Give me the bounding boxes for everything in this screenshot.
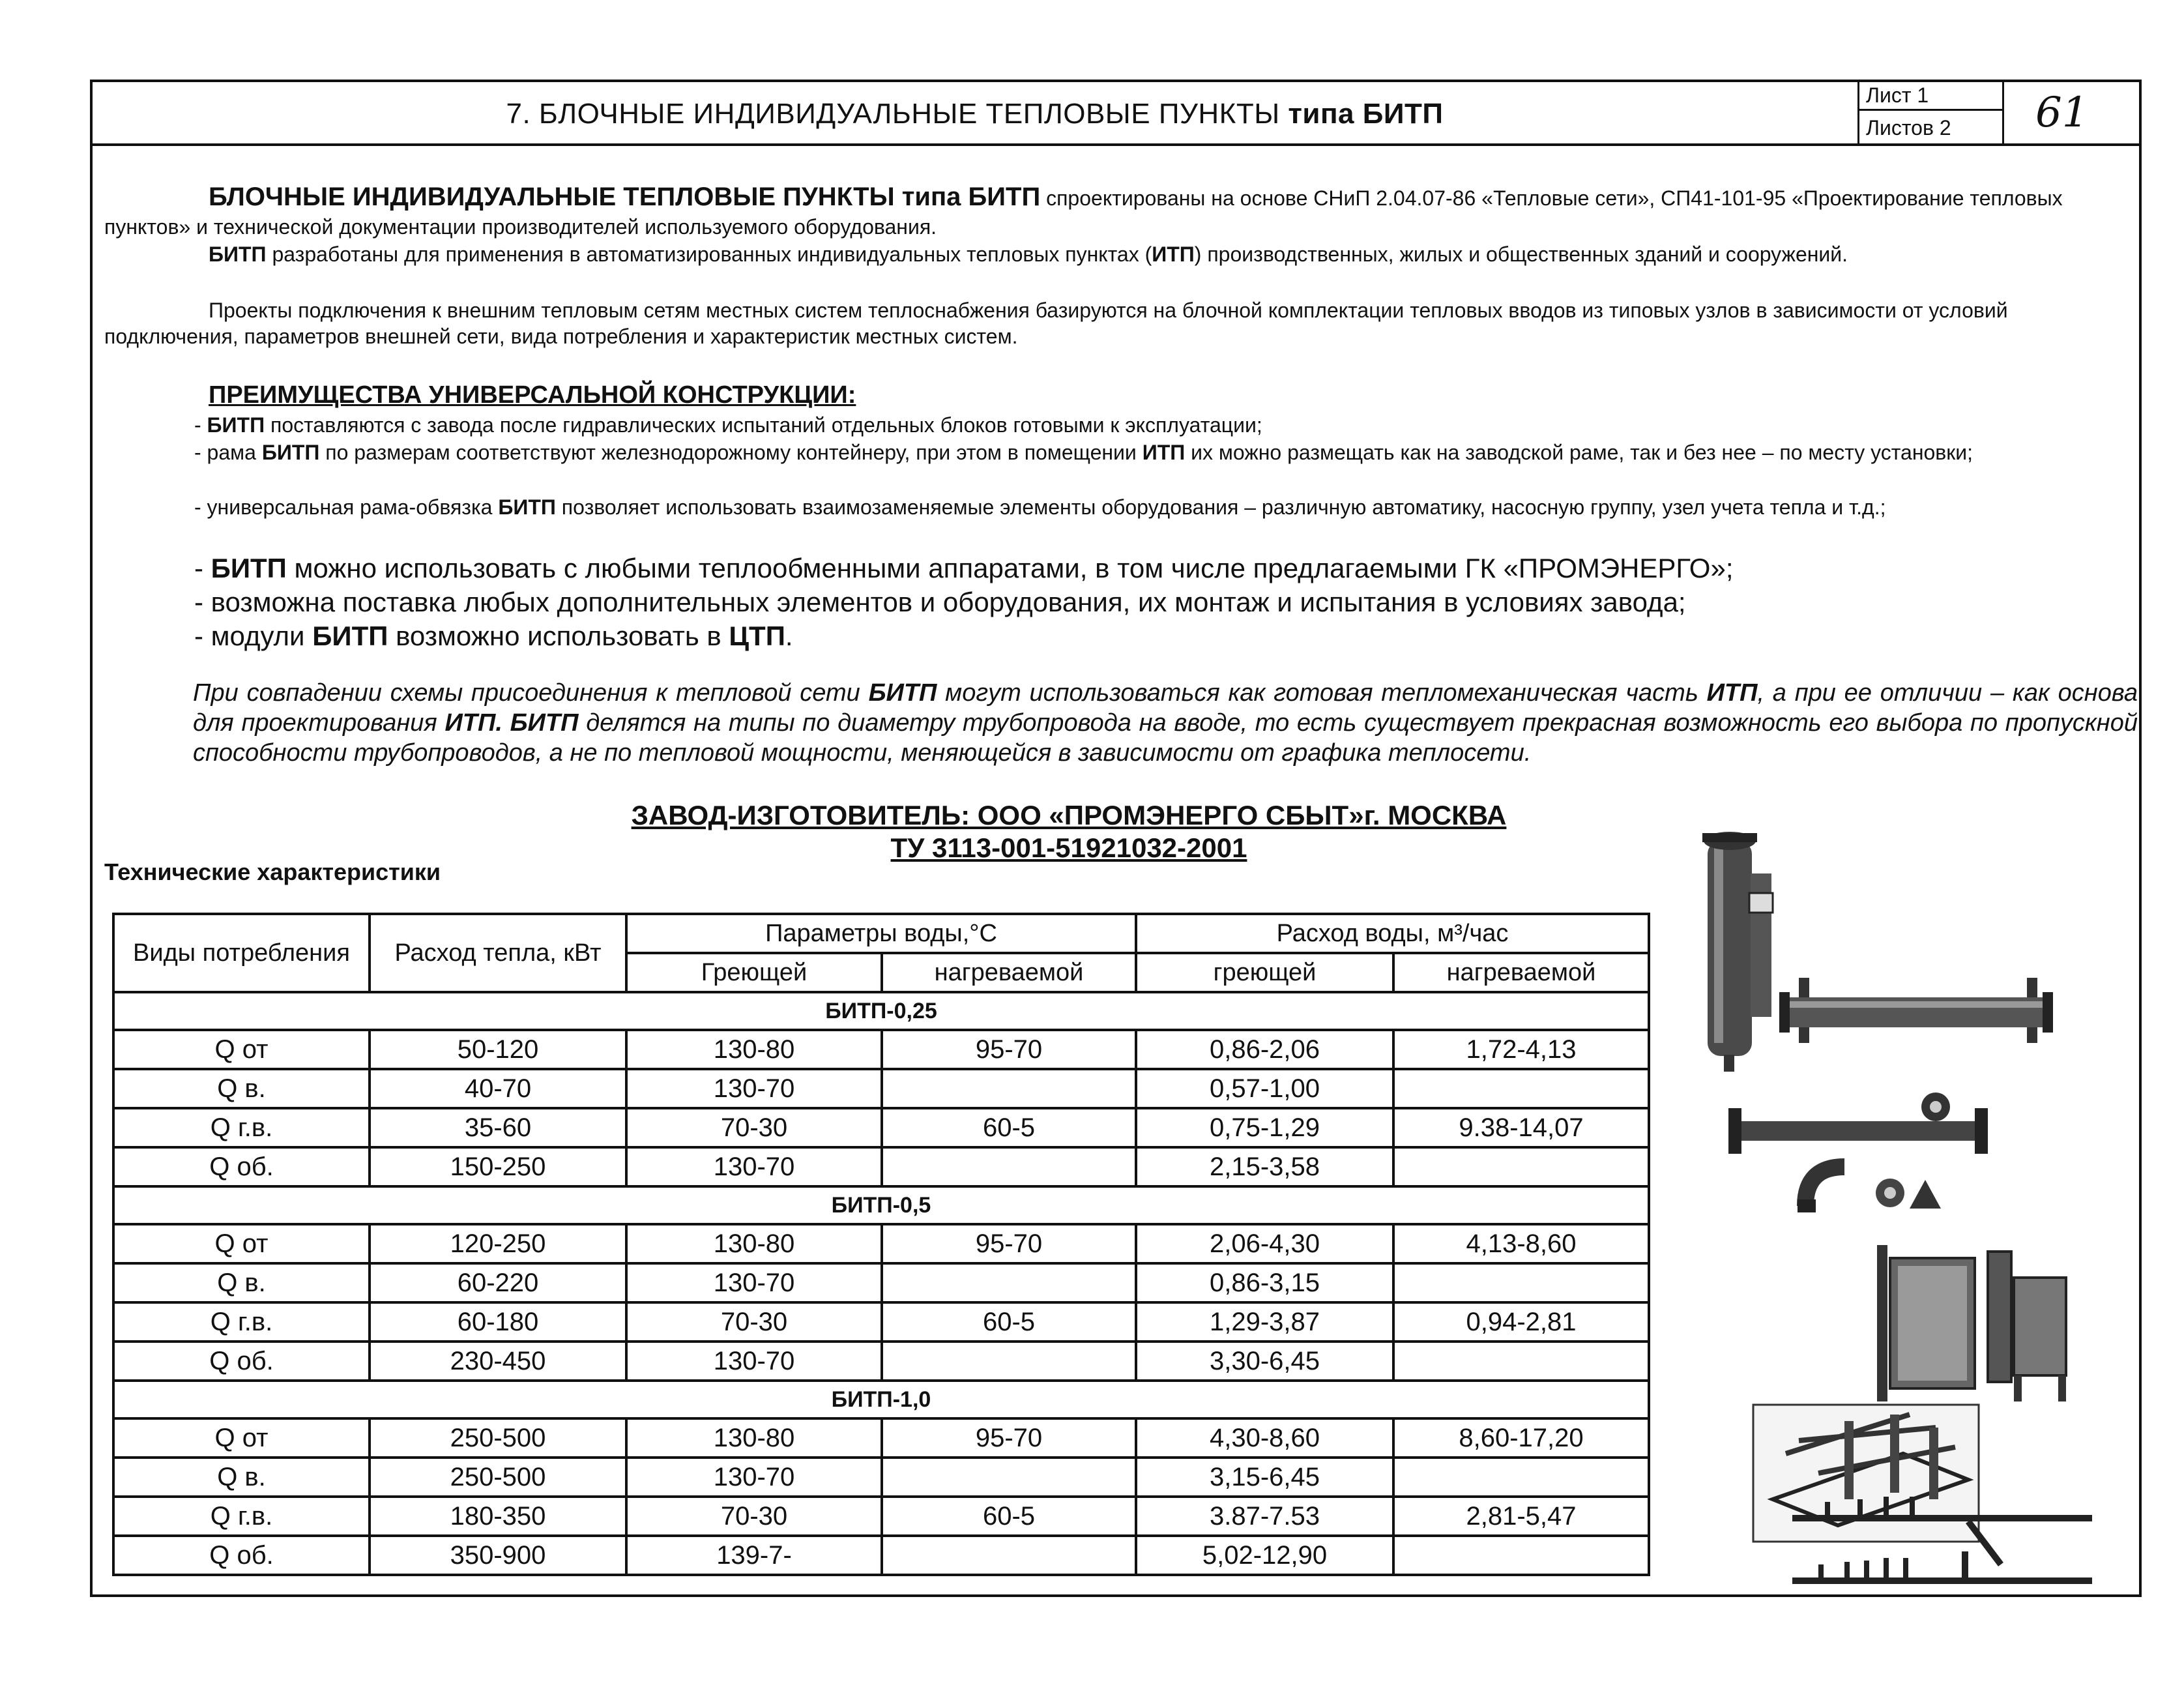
table-cell: Q г.в. [113,1497,370,1536]
advantage-item-3: - универсальная рама-обвязка БИТП позволяет использовать взаимозаменяемые элементы оборудования – различную автоматику, насосную группу, узел учета тепла и т.д.; [194,495,1886,519]
table-cell: 4,13-8,60 [1393,1224,1649,1263]
table-cell: 40-70 [370,1069,626,1108]
table-cell: Q от [113,1224,370,1263]
col-header-consumption: Виды потребления [113,914,370,992]
table-cell: 130-70 [626,1342,882,1381]
section-header: БИТП-1,0 [113,1381,1649,1418]
table-cell: 2,06-4,30 [1136,1224,1393,1263]
table-cell: 70-30 [626,1497,882,1536]
sheet-label: Лист 1 [1859,80,2002,111]
sub-header-heating-flow: греющей [1136,953,1393,992]
table-cell: 139-7- [626,1536,882,1575]
horizontal-heat-exchanger-image [1779,978,2053,1043]
section-header: БИТП-0,25 [113,992,1649,1030]
table-row [113,1342,1649,1381]
table-cell: 350-900 [370,1536,626,1575]
table-cell [882,1342,1136,1381]
table-cell: 230-450 [370,1342,626,1381]
table-cell: 250-500 [370,1458,626,1497]
table-cell: 70-30 [626,1108,882,1147]
table-cell: 130-70 [626,1458,882,1497]
table-cell [882,1536,1136,1575]
table-cell: 60-220 [370,1263,626,1302]
manufacturer-line-1: ЗАВОД-ИЗГОТОВИТЕЛЬ: ООО «ПРОМЭНЕРГО СБЫТ»г. МОСКВА [631,800,1507,830]
table-cell: 130-70 [626,1147,882,1186]
table-cell: 2,81-5,47 [1393,1497,1649,1536]
table-cell [1393,1069,1649,1108]
tech-table [112,913,1650,1576]
table-cell: 3,30-6,45 [1136,1342,1393,1381]
table-cell: 35-60 [370,1108,626,1147]
table-cell: 2,15-3,58 [1136,1147,1393,1186]
table-cell [882,1069,1136,1108]
table-row [113,1030,1649,1069]
table-cell: 130-70 [626,1069,882,1108]
sub-header-heated: нагреваемой [882,953,1136,992]
table-cell: 250-500 [370,1418,626,1458]
table-cell: Q в. [113,1263,370,1302]
table-cell: 60-180 [370,1302,626,1342]
section-header: БИТП-0,5 [113,1186,1649,1224]
sheet-box [1857,80,2004,143]
table-cell: 4,30-8,60 [1136,1418,1393,1458]
advantage-item-4: - БИТП можно использовать с любыми теплообменными аппаратами, в том числе предлагаемыми ГК «ПРОМЭНЕРГО»; [194,553,1734,583]
table-cell: 60-5 [882,1497,1136,1536]
table-cell: 0,57-1,00 [1136,1069,1393,1108]
sheets-total-label: Листов 2 [1866,116,1951,139]
equipment-illustrations [1688,802,2131,1597]
table-cell: 70-30 [626,1302,882,1342]
table-cell: 50-120 [370,1030,626,1069]
vertical-heat-exchanger-image [1702,832,1773,1072]
table-cell: 95-70 [882,1418,1136,1458]
page-title: 7. БЛОЧНЫЕ ИНДИВИДУАЛЬНЫЕ ТЕПЛОВЫЕ ПУНКТЫ типа БИТП [506,98,1444,130]
table-row [113,1069,1649,1108]
table-cell: 3.87-7.53 [1136,1497,1393,1536]
table-cell: 130-80 [626,1030,882,1069]
table-cell: 130-80 [626,1418,882,1458]
table-cell: 150-250 [370,1147,626,1186]
advantage-item-1: - БИТП поставляются с завода после гидравлических испытаний отдельных блоков готовыми к эксплуатации; [194,413,1262,437]
table-cell [882,1263,1136,1302]
table-row [113,1497,1649,1536]
table-cell [1393,1536,1649,1575]
table-cell: 5,02-12,90 [1136,1536,1393,1575]
table-cell [882,1458,1136,1497]
table-row [113,1418,1649,1458]
table-cell [1393,1342,1649,1381]
table-cell: 180-350 [370,1497,626,1536]
table-cell: 0,75-1,29 [1136,1108,1393,1147]
table-cell: 3,15-6,45 [1136,1458,1393,1497]
col-header-heat: Расход тепла, кВт [370,914,626,992]
table-cell: 0,86-3,15 [1136,1263,1393,1302]
table-cell: 1,29-3,87 [1136,1302,1393,1342]
table-row [113,1458,1649,1497]
table-cell: 130-80 [626,1224,882,1263]
table-cell: 95-70 [882,1224,1136,1263]
table-cell: Q об. [113,1147,370,1186]
table-cell: 95-70 [882,1030,1136,1069]
table-cell: 120-250 [370,1224,626,1263]
table-cell: Q в. [113,1069,370,1108]
table-cell: Q г.в. [113,1302,370,1342]
page-number: 61 [2035,89,2089,137]
table-row [113,1224,1649,1263]
intro-paragraph-2: БИТП разработаны для применения в автоматизированных индивидуальных тепловых пунктах (ИТП) производственных, жилых и общественных зданий и сооружений. [209,242,1848,266]
table-cell: Q от [113,1030,370,1069]
table-cell: Q об. [113,1536,370,1575]
table-cell: 0,86-2,06 [1136,1030,1393,1069]
table-cell [882,1147,1136,1186]
advantage-item-2: - рама БИТП по размерам соответствуют железнодорожному контейнеру, при этом в помещении ИТП их можно размещать как на заводской раме, так и без нее – по месту установки; [194,441,1973,464]
manufacturer-line-2: ТУ 3113-001-51921032-2001 [890,832,1247,863]
table-cell: 0,94-2,81 [1393,1302,1649,1342]
table-cell: Q об. [113,1342,370,1381]
col-header-params: Параметры воды,°С [626,914,1136,953]
table-cell: 8,60-17,20 [1393,1418,1649,1458]
col-header-flow: Расход воды, м³/час [1136,914,1649,953]
italic-note: При совпадении схемы присоединения к тепловой сети БИТП могут использоваться как готовая тепломеханическая часть ИТП, а при ее отличии – как основа для проектирования ИТП. БИТП делятся на типы по диаметру трубопровода на вводе, то есть существует прекрасная возможность его выбора по пропускной способности трубопроводов, а не по тепловой мощности, меняющейся в зависимости от графика теплосети. [193,679,2138,767]
intro-paragraph-3: Проекты подключения к внешним тепловым сетям местных систем теплоснабжения базируются на блочной комплектации тепловых вводов из типовых узлов в зависимости от условий подключения, параметров внешней сети, вида потребления и характеристик местных систем. [104,299,2008,348]
sub-header-heated-flow: нагреваемой [1393,953,1649,992]
advantage-item-6: - модули БИТП возможно использовать в ЦТП. [194,621,793,651]
advantages-heading: ПРЕИМУЩЕСТВА УНИВЕРСАЛЬНОЙ КОНСТРУКЦИИ: [209,381,856,409]
table-cell [1393,1147,1649,1186]
pipe-section-image [1728,1093,1988,1154]
intro-paragraph-1: БЛОЧНЫЕ ИНДИВИДУАЛЬНЫЕ ТЕПЛОВЫЕ ПУНКТЫ типа БИТП спроектированы на основе СНиП 2.04.07-86 «Тепловые сети», СП41-101-95 «Проектирование тепловых пунктов» и технической документации производителей используемого оборудования. [104,183,2063,239]
table-row [113,1536,1649,1575]
table-row [113,1263,1649,1302]
table-cell: 60-5 [882,1108,1136,1147]
table-cell: 130-70 [626,1263,882,1302]
table-cell: 60-5 [882,1302,1136,1342]
table-cell [1393,1263,1649,1302]
table-cell: Q от [113,1418,370,1458]
table-cell [1393,1458,1649,1497]
table-row [113,1302,1649,1342]
table-cell: Q в. [113,1458,370,1497]
advantage-item-5: - возможна поставка любых дополнительных элементов и оборудования, их монтаж и испытания в условиях завода; [194,587,1686,617]
fittings-image [1798,1167,1941,1212]
table-cell: 9.38-14,07 [1393,1108,1649,1147]
table-row [113,1108,1649,1147]
table-cell: Q г.в. [113,1108,370,1147]
table-cell: 1,72-4,13 [1393,1030,1649,1069]
sub-header-heating: Греющей [626,953,882,992]
tech-characteristics-title: Технические характеристики [104,858,441,885]
plate-heat-exchanger-image [1877,1245,2066,1401]
title-block [90,80,2142,146]
table-row [113,1147,1649,1186]
